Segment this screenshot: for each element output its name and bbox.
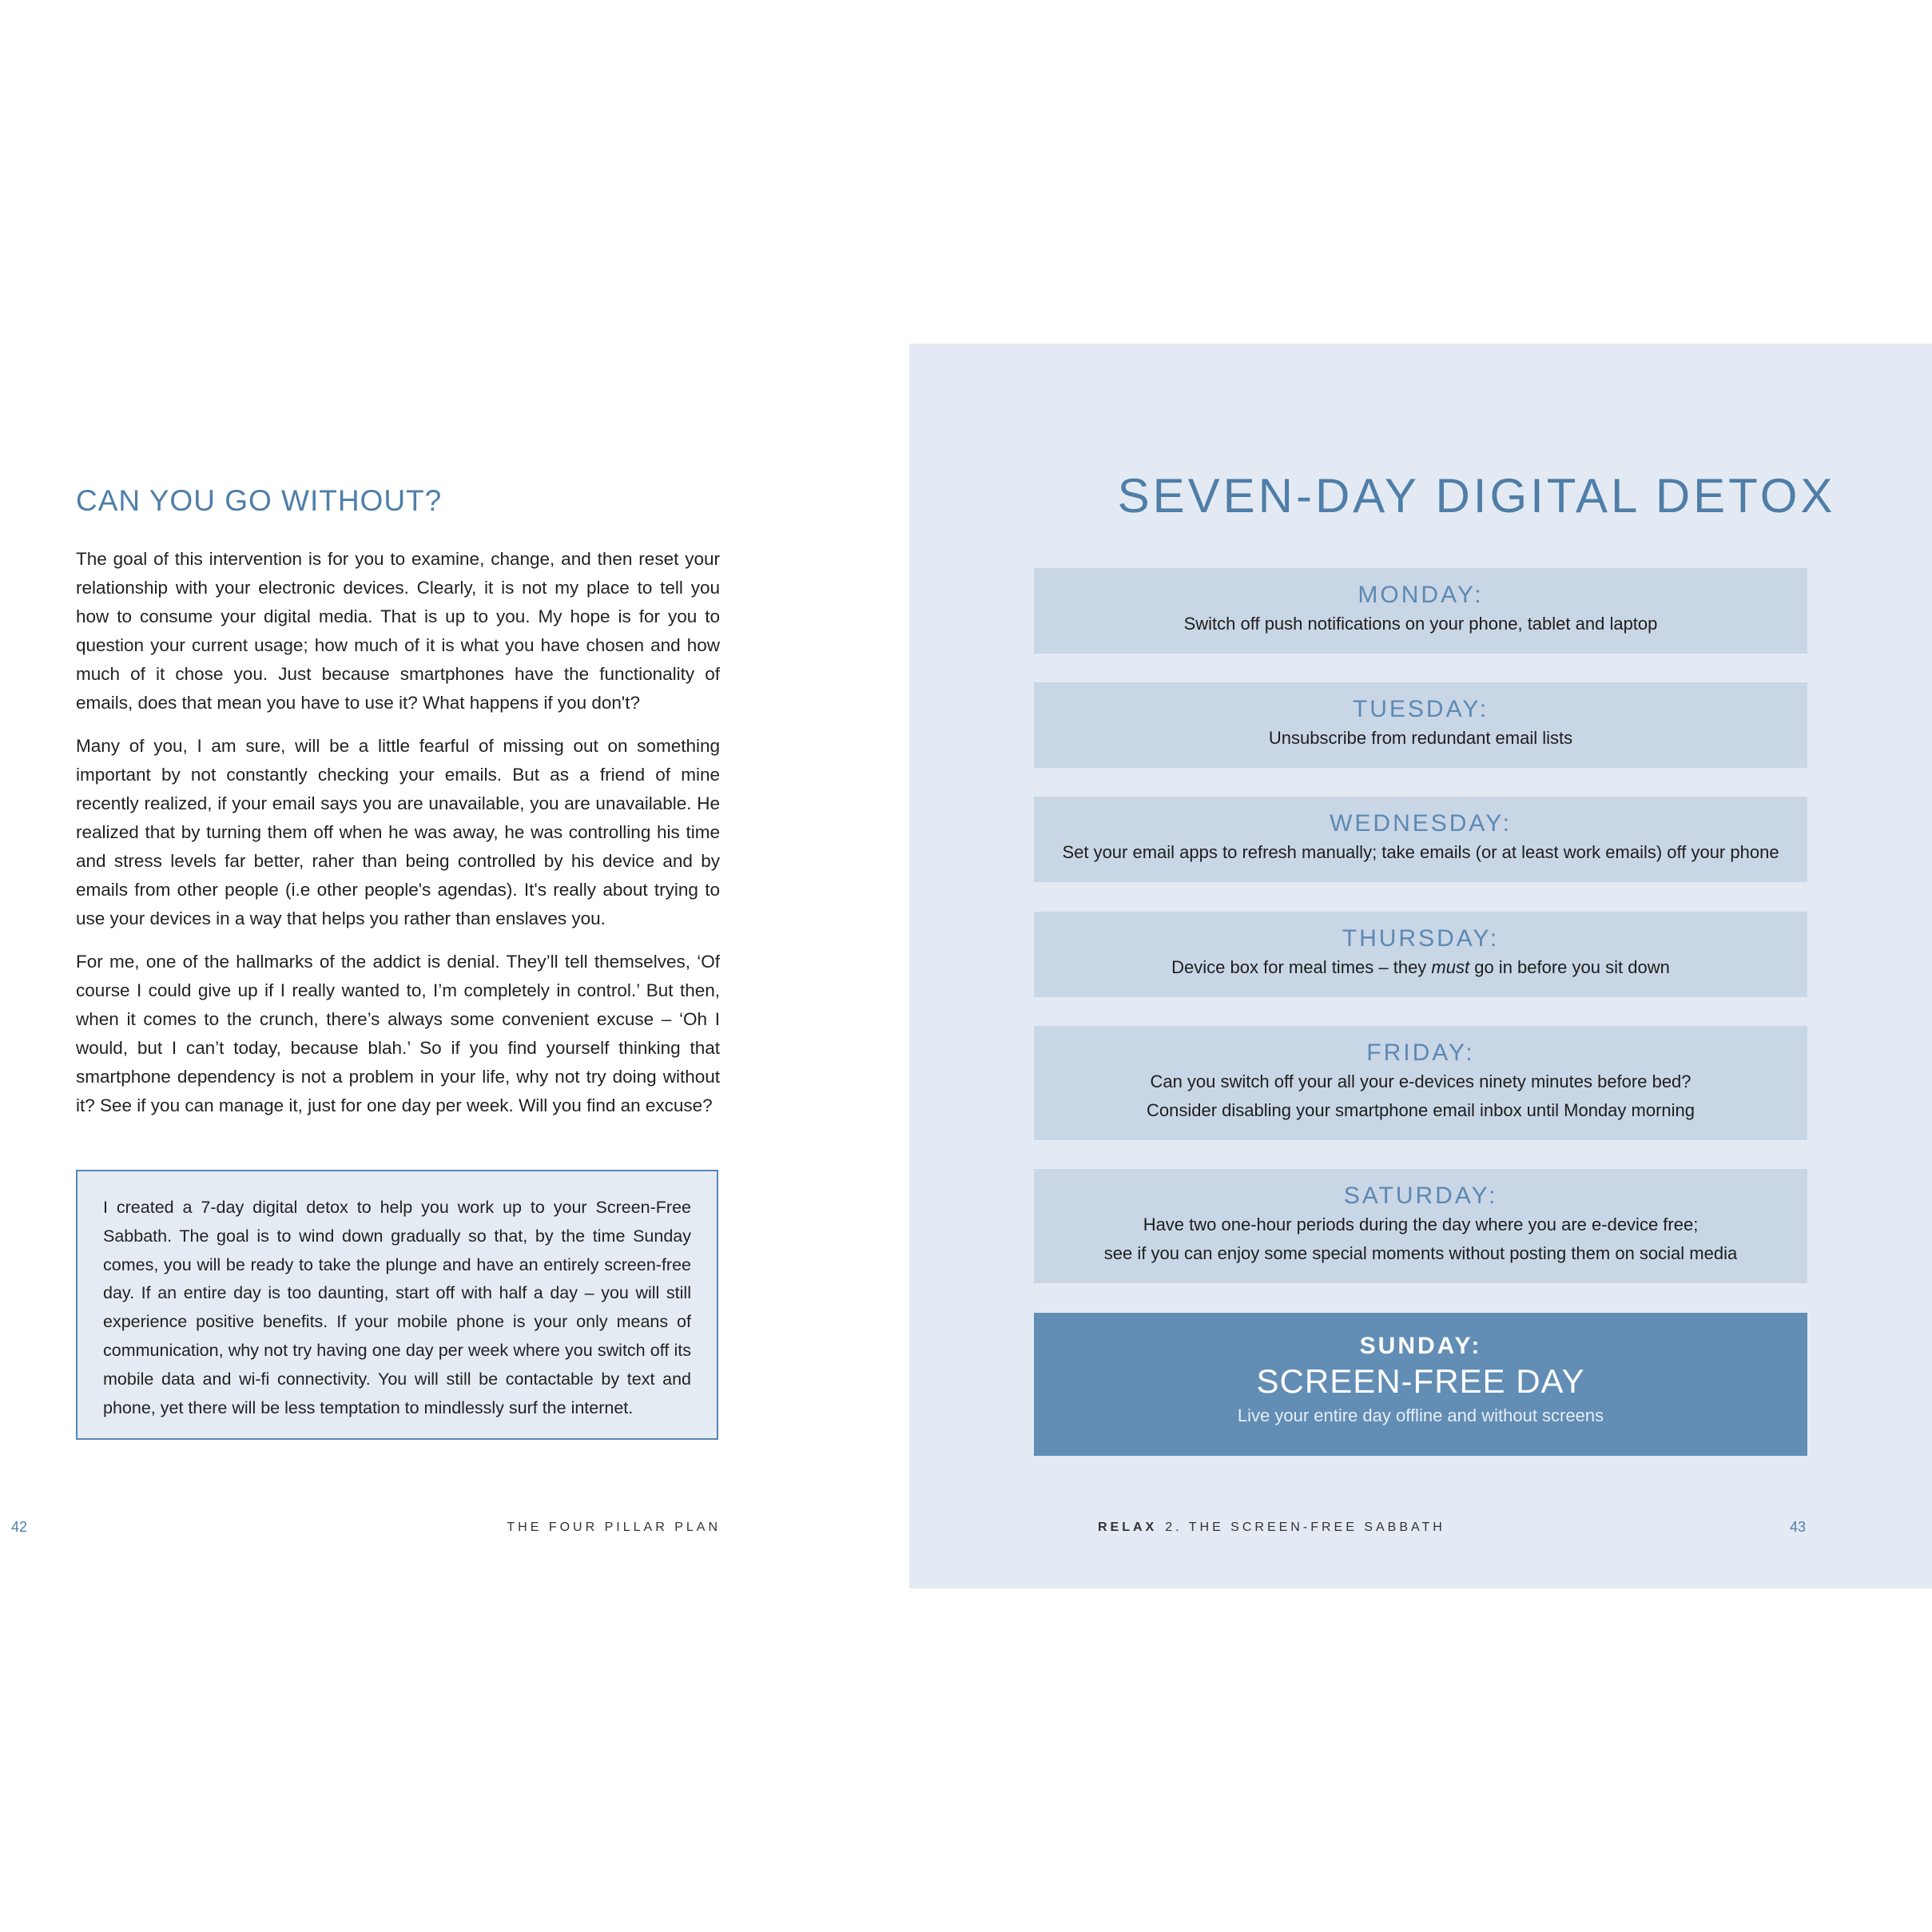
note-box xyxy=(76,1170,718,1440)
day-name: FRIDAY: xyxy=(1366,1040,1475,1066)
day-text-line2: see if you can enjoy some special moments without posting them on social media xyxy=(1103,1243,1738,1263)
day-name: MONDAY: xyxy=(1358,582,1484,608)
running-head-chapter: 2. THE SCREEN-FREE SABBATH xyxy=(1165,1521,1445,1534)
day-box-tuesday xyxy=(1034,682,1807,768)
sunday-title: SCREEN-FREE DAY xyxy=(1256,1362,1585,1400)
day-box-friday xyxy=(1034,1026,1807,1140)
sunday-text: Live your entire day offline and without screens xyxy=(1237,1405,1604,1425)
day-text: Unsubscribe from redundant email lists xyxy=(1268,728,1573,748)
day-box-saturday xyxy=(1034,1169,1807,1283)
day-text-emphasis: must xyxy=(1431,957,1470,977)
day-name: THURSDAY: xyxy=(1342,925,1500,952)
page-number-right: 43 xyxy=(1790,1519,1807,1535)
paragraph: The goal of this intervention is for you to examine, change, and then reset your relationship with your electronic devices. Clearly, it is not my place to tell you how to consume your digital media. That is up to you. My hope is for you to question your current usage; how much of it is what you have chosen and how much of it chose you. Just because smartphones have the functionality of emails, does that mean you have to use it? What happens if you don't? xyxy=(76,549,720,713)
day-name: TUESDAY: xyxy=(1352,696,1489,722)
note-text: I created a 7-day digital detox to help you work up to your Screen-Free Sabbath. The goal is to wind down gradually so that, by the time Sunday comes, you will be ready to take the plunge and have an entirely screen-free day. If an entire day is too daunting, start off with half a day – you will still experience positive benefits. If your mobile phone is your only means of communication, why not try having one day per week where you switch off its mobile data and wi-fi connectivity. You will still be contactable by text and phone, yet there will be less temptation to mindlessly surf the internet. xyxy=(103,1198,691,1417)
day-text: Set your email apps to refresh manually; take emails (or at least work emails) off your phone xyxy=(1062,842,1779,862)
day-text-part: go in before you sit down xyxy=(1469,957,1670,977)
day-name: SATURDAY: xyxy=(1343,1183,1498,1209)
left-page xyxy=(0,344,909,1588)
day-box-monday xyxy=(1034,568,1807,654)
day-text-line1: Can you switch off your all your e-devices ninety minutes before bed? xyxy=(1150,1071,1691,1091)
paragraph: For me, one of the hallmarks of the addict is denial. They’ll tell themselves, ‘Of course I could give up if I really wanted to, I’m completely in control.’ But then, when it comes to the crunch, there’s always some convenient excuse – ‘Oh I would, but I can’t today, because blah.’ So if you find yourself thinking that smartphone dependency is not a problem in your life, why not try doing without it? See if you can manage it, just for one day per week. Will you find an excuse? xyxy=(76,952,720,1115)
day-box-wednesday xyxy=(1034,797,1807,882)
body-text xyxy=(76,545,720,1135)
day-text xyxy=(1034,953,1807,982)
page-number-left: 42 xyxy=(11,1519,28,1535)
running-head-left: THE FOUR PILLAR PLAN xyxy=(507,1521,721,1534)
day-text-line2: Consider disabling your smartphone email inbox until Monday morning xyxy=(1146,1100,1695,1120)
day-box-thursday xyxy=(1034,912,1807,997)
day-name: SUNDAY: xyxy=(1359,1333,1482,1359)
day-name: WEDNESDAY: xyxy=(1330,810,1512,837)
right-page xyxy=(909,344,1932,1588)
day-text-part: Device box for meal times – they xyxy=(1171,957,1432,977)
running-head-section: RELAX xyxy=(1098,1521,1158,1534)
day-text: Switch off push notifications on your phone, tablet and laptop xyxy=(1183,614,1658,634)
day-box-sunday xyxy=(1034,1313,1807,1456)
detox-title: SEVEN-DAY DIGITAL DETOX xyxy=(1117,469,1836,523)
day-text-line1: Have two one-hour periods during the day where you are e-device free; xyxy=(1143,1214,1699,1234)
section-heading: CAN YOU GO WITHOUT? xyxy=(76,484,443,517)
paragraph: Many of you, I am sure, will be a little fearful of missing out on something important by not constantly checking your emails. But as a friend of mine recently realized, if your email says you are unavailable, you are unavailable. He realized that by turning them off when he was away, he was controlling his time and stress levels far better, raher than being controlled by his device and by emails from other people (i.e other people's agendas). It's really about trying to use your devices in a way that helps you rather than enslaves you. xyxy=(76,736,720,928)
running-head-right xyxy=(1098,1521,1445,1535)
